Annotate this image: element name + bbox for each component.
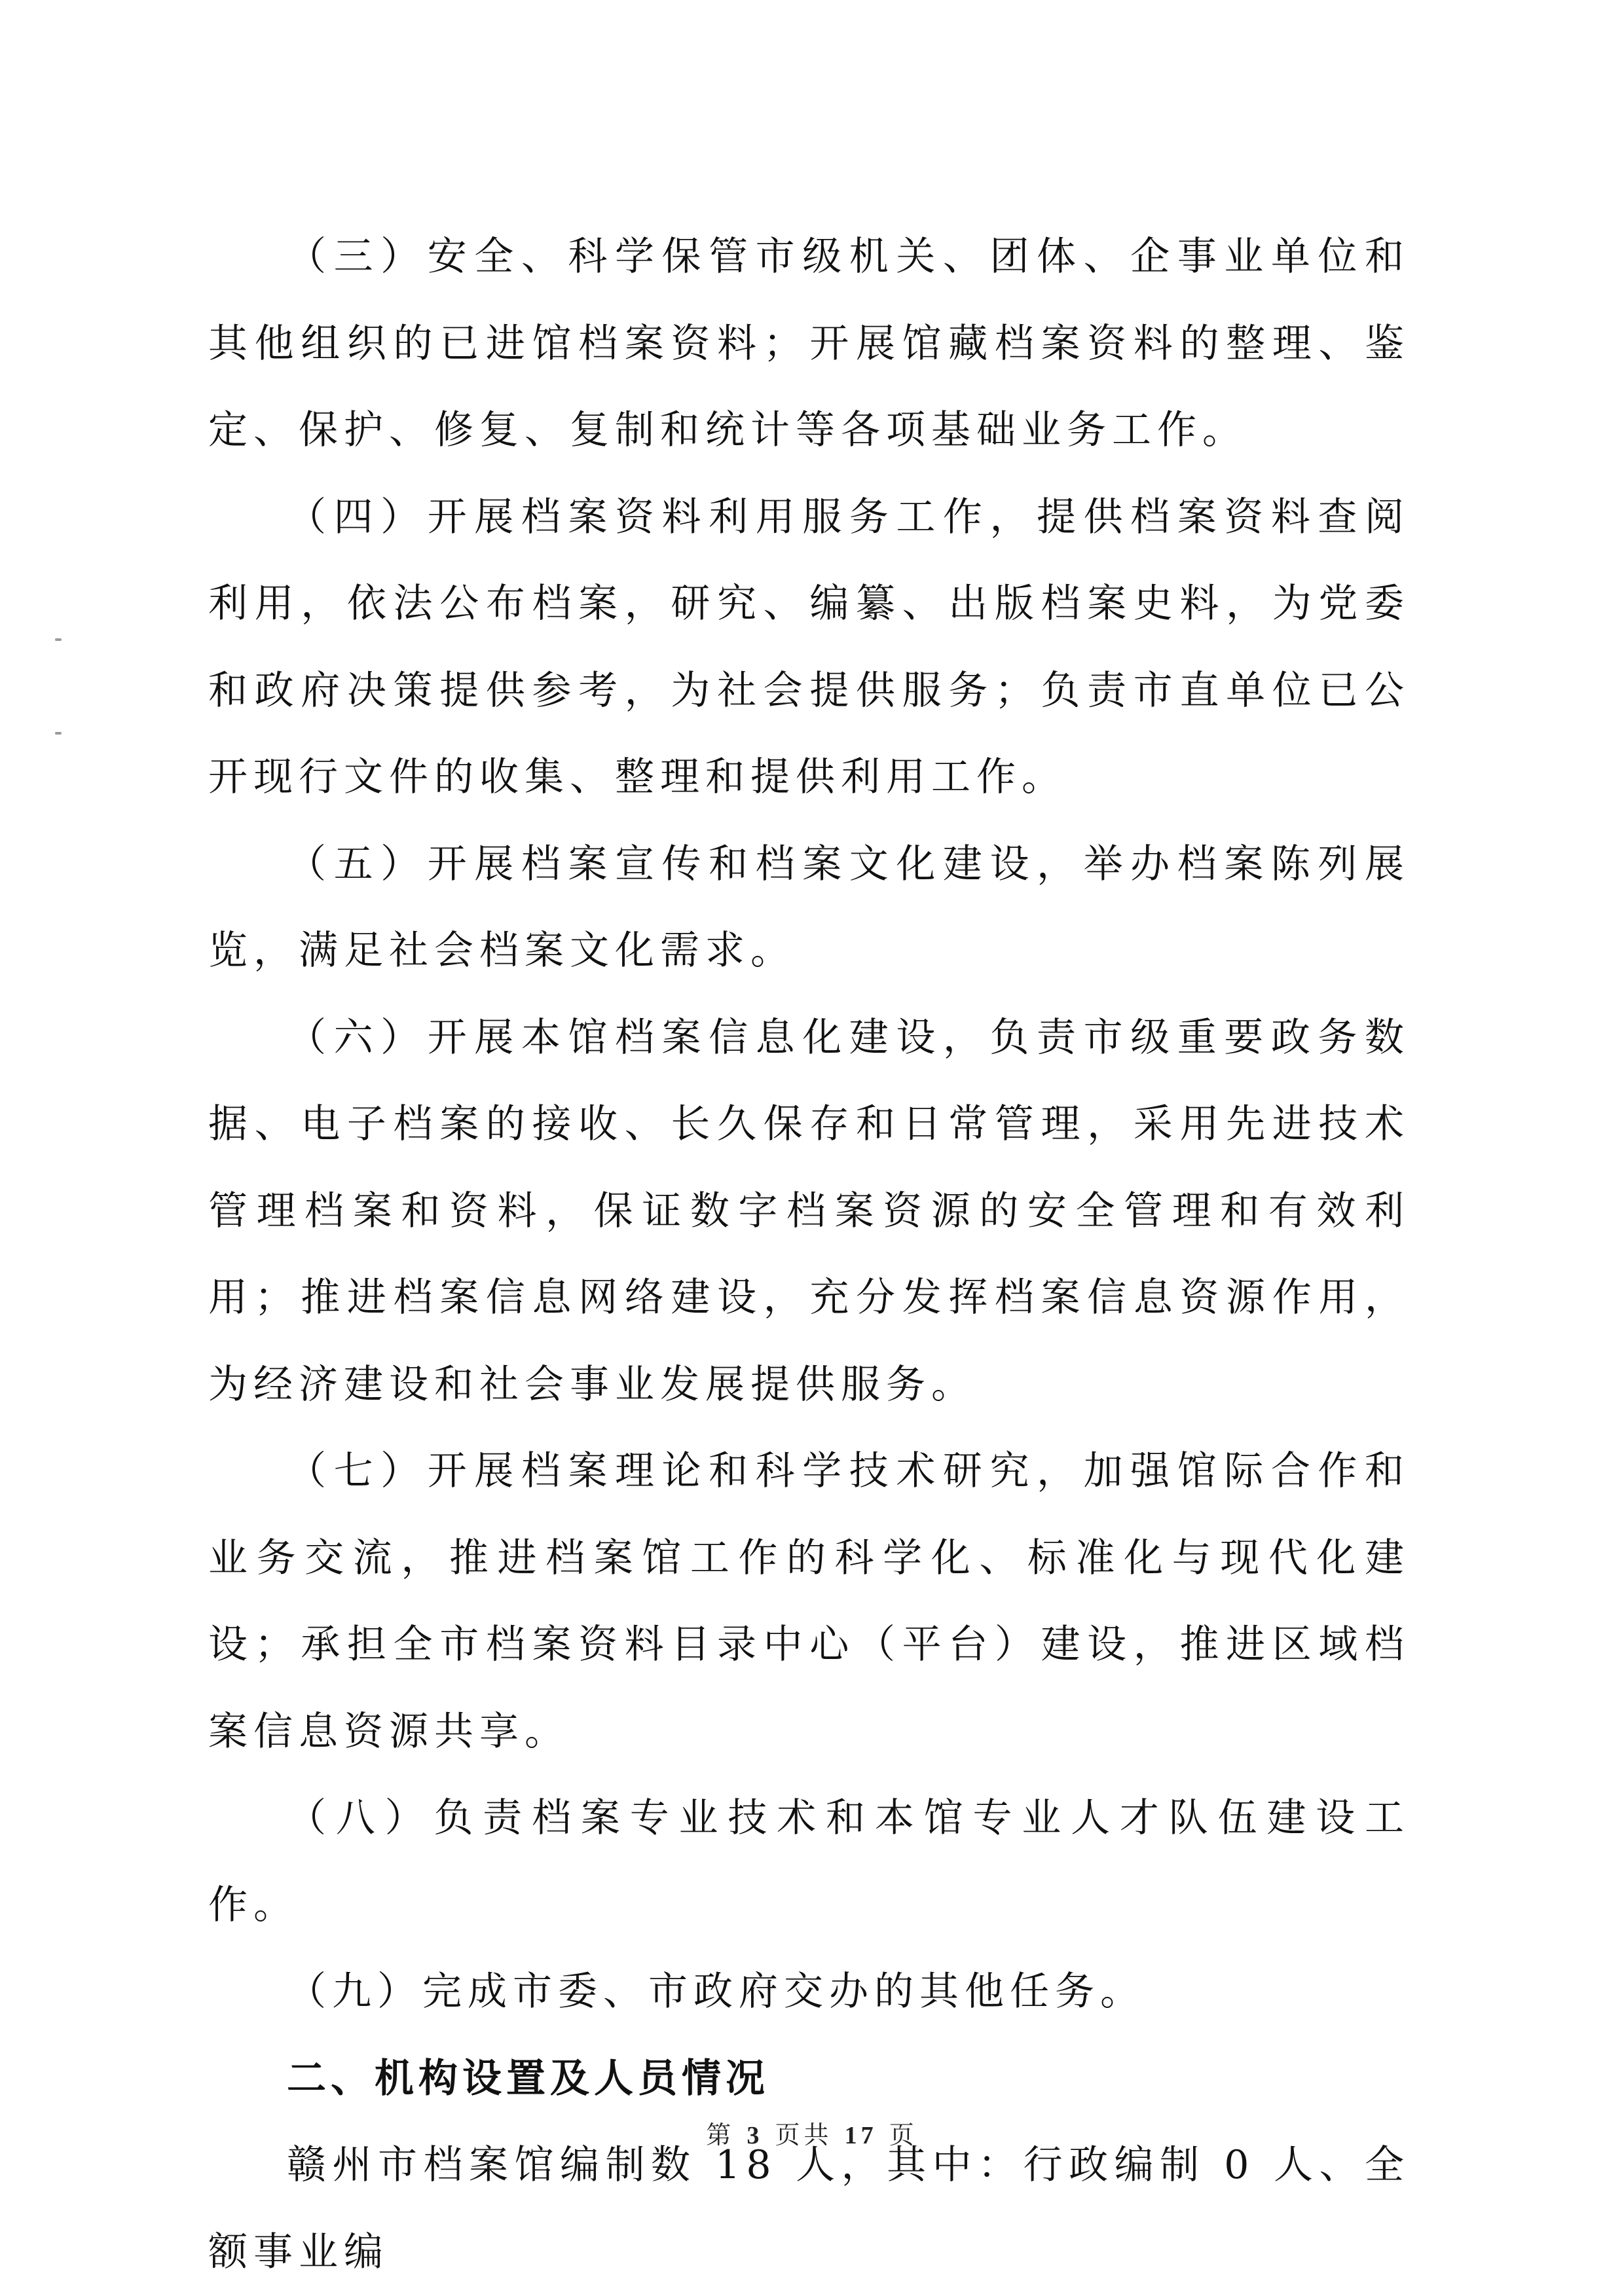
page-footer: [0, 2115, 1624, 2151]
list-item-5: （五）开展档案宣传和档案文化建设，举办档案陈列展览，满足社会档案文化需求。: [208, 841, 1410, 974]
document-body: [208, 213, 1410, 2295]
list-item-9: （九）完成市委、市政府交办的其他任务。: [287, 1969, 1145, 2014]
list-item-3: （三）安全、科学保管市级机关、团体、企事业单位和其他组织的已进馆档案资料；开展馆藏档案资料的整理、鉴定、保护、修复、复制和统计等各项基础业务工作。: [208, 234, 1410, 453]
list-item-8: （八）负责档案专业技术和本馆专业人才队伍建设工作。: [208, 1795, 1410, 1928]
total-pages: 17: [844, 2122, 877, 2149]
list-item-4: （四）开展档案资料利用服务工作，提供档案资料查阅利用，依法公布档案，研究、编纂、出版档案史料，为党委和政府决策提供参考，为社会提供服务；负责市直单位已公开现行文件的收集、整理和提供利用工作。: [208, 494, 1410, 800]
section-heading: 二、机构设置及人员情况: [287, 2055, 769, 2102]
footer-middle: 页共: [775, 2121, 833, 2149]
page-number: 3: [747, 2122, 764, 2149]
list-item-6: （六）开展本馆档案信息化建设，负责市级重要政务数据、电子档案的接收、长久保存和日常管理，采用先进技术管理档案和资料，保证数字档案资源的安全管理和有效利用；推进档案信息网络建设，充分发挥档案信息资源作用，为经济建设和社会事业发展提供服务。: [208, 1014, 1410, 1408]
scan-speck: [55, 732, 62, 735]
list-item-7: （七）开展档案理论和科学技术研究，加强馆际合作和业务交流，推进档案馆工作的科学化、标准化与现代化建设；承担全市档案资料目录中心（平台）建设，推进区域档案信息资源共享。: [208, 1448, 1410, 1755]
section-paragraph: 赣州市档案馆编制数 18 人，其中：行政编制 0 人、全额事业编: [208, 2142, 1410, 2275]
footer-suffix: 页: [889, 2121, 918, 2149]
footer-prefix: 第: [706, 2121, 735, 2149]
scan-speck: [55, 638, 62, 641]
